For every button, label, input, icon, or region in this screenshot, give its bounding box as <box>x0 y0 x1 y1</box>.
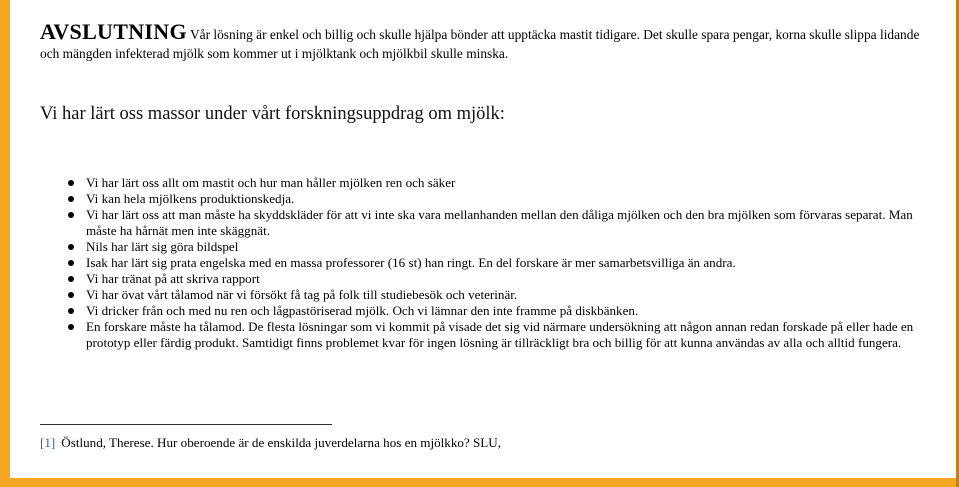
list-item-text: Vi har övat vårt tålamod när vi försökt få tag på folk till studiebesök och veterinär. <box>86 287 518 302</box>
bullet-icon <box>68 196 74 202</box>
list-item <box>68 319 928 351</box>
list-item <box>68 271 928 287</box>
list-item-text: Vi har tränat på att skriva rapport <box>86 271 260 286</box>
list-item <box>68 255 928 271</box>
list-item-text: Nils har lärt sig göra bildspel <box>86 239 239 254</box>
list-item-text: Vi har lärt oss allt om mastit och hur man håller mjölken ren och säker <box>86 175 456 190</box>
list-item-text: En forskare måste ha tålamod. De flesta lösningar som vi kommit på visade det sig vid närmare undersökning att någon annan redan forskade på eller hade en prototyp eller färdig produkt. Samtidigt finns problemet kvar för ingen lösning är tillräckligt bra och billig för att kunna användas av alla och alltid fungera. <box>86 319 914 350</box>
footnote <box>40 434 501 452</box>
bullet-icon <box>68 212 74 218</box>
conclusion-heading: AVSLUTNING <box>40 19 187 44</box>
document-page <box>10 0 956 478</box>
list-item-text: Isak har lärt sig prata engelska med en massa professorer (16 st) han ringt. En del forskare är mer samarbetsvilliga än andra. <box>86 255 736 270</box>
list-item <box>68 191 928 207</box>
learned-heading: Vi har lärt oss massor under vårt forskningsuppdrag om mjölk: <box>40 104 505 124</box>
bullet-icon <box>68 324 74 330</box>
list-item <box>68 239 928 255</box>
footnote-divider <box>40 424 332 425</box>
conclusion-text: Vår lösning är enkel och billig och skulle hjälpa bönder att upptäcka mastit tidigare. Det skulle spara pengar, korna skulle slippa lidande och mängden infekterad mjölk som kommer ut i mjölktank och mjölkbil skulle minska. <box>40 27 920 61</box>
list-item <box>68 303 928 319</box>
list-item <box>68 287 928 303</box>
bullet-icon <box>68 244 74 250</box>
list-item <box>68 175 928 191</box>
list-item-text: Vi kan hela mjölkens produktionskedja. <box>86 191 295 206</box>
footnote-text: Östlund, Therese. Hur oberoende är de enskilda juverdelarna hos en mjölkko? SLU, <box>61 435 502 450</box>
conclusion-paragraph <box>40 19 930 63</box>
learned-list <box>68 175 928 351</box>
bullet-icon <box>68 180 74 186</box>
list-item <box>68 207 928 239</box>
bullet-icon <box>68 292 74 298</box>
footnote-reference-link[interactable]: [1] <box>40 435 56 450</box>
list-item-text: Vi dricker från och med nu ren och lågpastöriserad mjölk. Och vi lämnar den inte framme på diskbänken. <box>86 303 639 318</box>
bullet-icon <box>68 276 74 282</box>
bullet-icon <box>68 308 74 314</box>
bullet-icon <box>68 260 74 266</box>
list-item-text: Vi har lärt oss att man måste ha skyddskläder för att vi inte ska vara mellanhanden mellan den dåliga mjölken och den bra mjölken som förvaras separat. Man måste ha hårnät men inte skäggnät. <box>86 207 913 238</box>
